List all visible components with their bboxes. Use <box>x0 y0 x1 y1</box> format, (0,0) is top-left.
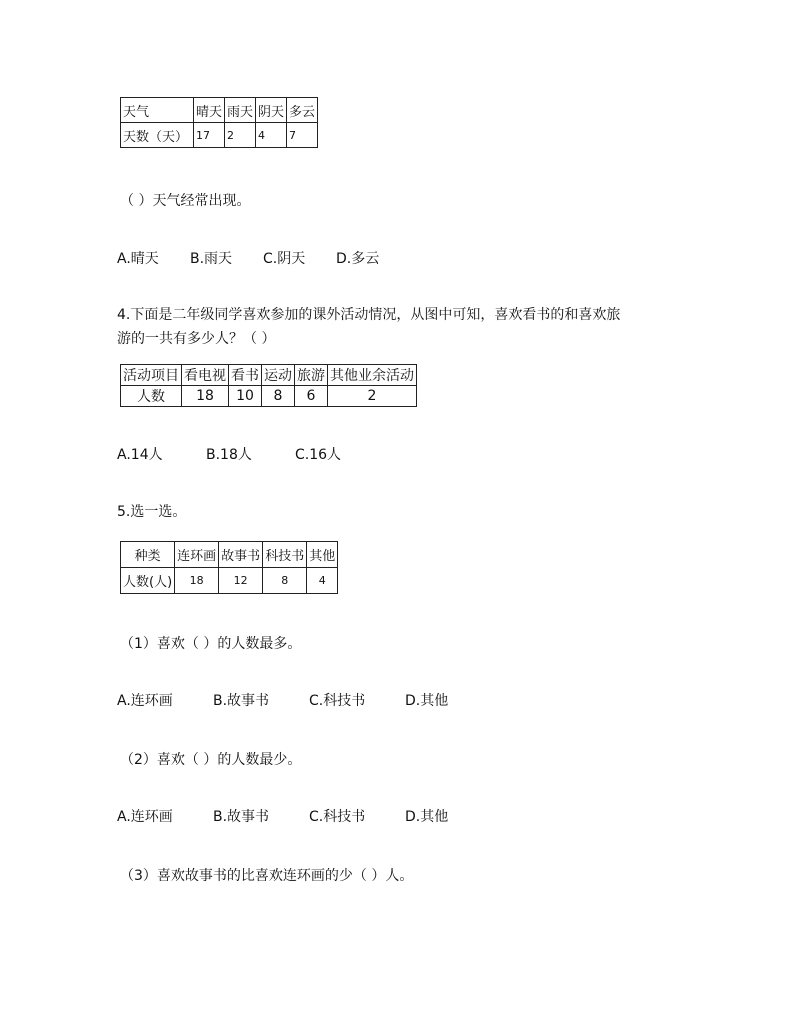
table-cell: 科技书 <box>263 542 307 568</box>
table-cell: 天数（天） <box>121 123 194 148</box>
q5-sub2-option-d[interactable]: D.其他 <box>405 809 449 825</box>
q5-sub1-option-a[interactable]: A.连环画 <box>117 693 173 709</box>
table-cell: 看电视 <box>182 365 229 386</box>
table-cell: 旅游 <box>295 365 328 386</box>
table-cell: 运动 <box>262 365 295 386</box>
table-cell: 18 <box>175 568 219 594</box>
q3-option-b[interactable]: B.雨天 <box>190 251 233 267</box>
table-cell: 种类 <box>121 542 175 568</box>
weather-table <box>120 97 318 148</box>
table-cell: 2 <box>328 386 417 407</box>
q5-sub2-option-c[interactable]: C.科技书 <box>309 809 366 825</box>
table-cell: 8 <box>263 568 307 594</box>
q3-option-d[interactable]: D.多云 <box>336 251 380 267</box>
table-row <box>121 386 417 407</box>
table-cell: 17 <box>194 123 225 148</box>
table-cell: 人数(人) <box>121 568 175 594</box>
table-row <box>121 123 318 148</box>
q4-option-a[interactable]: A.14人 <box>117 447 163 463</box>
table-cell: 6 <box>295 386 328 407</box>
table-cell: 其他业余活动 <box>328 365 417 386</box>
table-cell: 多云 <box>287 98 318 123</box>
q4-option-c[interactable]: C.16人 <box>295 447 342 463</box>
q5-sub3: （3）喜欢故事书的比喜欢连环画的少（ ）人。 <box>120 868 414 884</box>
book-table <box>120 541 338 594</box>
table-cell: 12 <box>219 568 263 594</box>
table-cell: 天气 <box>121 98 194 123</box>
table-row <box>121 365 417 386</box>
q5-title: 5.选一选。 <box>117 504 187 520</box>
table-cell: 晴天 <box>194 98 225 123</box>
activity-table <box>120 364 417 407</box>
q5-sub2: （2）喜欢（ ）的人数最少。 <box>120 752 302 768</box>
table-cell: 人数 <box>121 386 182 407</box>
q4-question-line2: 游的一共有多少人？（ ） <box>117 331 276 347</box>
q4-question-line1: 4.下面是二年级同学喜欢参加的课外活动情况，从图中可知，喜欢看书的和喜欢旅 <box>117 307 621 323</box>
table-cell: 阴天 <box>256 98 287 123</box>
q5-sub1: （1）喜欢（ ）的人数最多。 <box>120 636 302 652</box>
q5-sub2-option-b[interactable]: B.故事书 <box>213 809 270 825</box>
q5-sub2-option-a[interactable]: A.连环画 <box>117 809 173 825</box>
table-cell: 2 <box>225 123 256 148</box>
table-cell: 10 <box>229 386 262 407</box>
table-cell: 活动项目 <box>121 365 182 386</box>
table-row <box>121 568 338 594</box>
table-row <box>121 542 338 568</box>
table-cell: 4 <box>256 123 287 148</box>
table-cell: 雨天 <box>225 98 256 123</box>
q3-question: （ ）天气经常出现。 <box>120 193 251 209</box>
q3-option-a[interactable]: A.晴天 <box>117 251 159 267</box>
q4-option-b[interactable]: B.18人 <box>206 447 252 463</box>
table-cell: 连环画 <box>175 542 219 568</box>
table-cell: 18 <box>182 386 229 407</box>
table-row <box>121 98 318 123</box>
q5-sub1-option-b[interactable]: B.故事书 <box>213 693 270 709</box>
table-cell: 故事书 <box>219 542 263 568</box>
table-cell: 其他 <box>307 542 338 568</box>
table-cell: 7 <box>287 123 318 148</box>
q3-option-c[interactable]: C.阴天 <box>263 251 306 267</box>
table-cell: 看书 <box>229 365 262 386</box>
q5-sub1-option-d[interactable]: D.其他 <box>405 693 449 709</box>
table-cell: 8 <box>262 386 295 407</box>
table-cell: 4 <box>307 568 338 594</box>
q5-sub1-option-c[interactable]: C.科技书 <box>309 693 366 709</box>
